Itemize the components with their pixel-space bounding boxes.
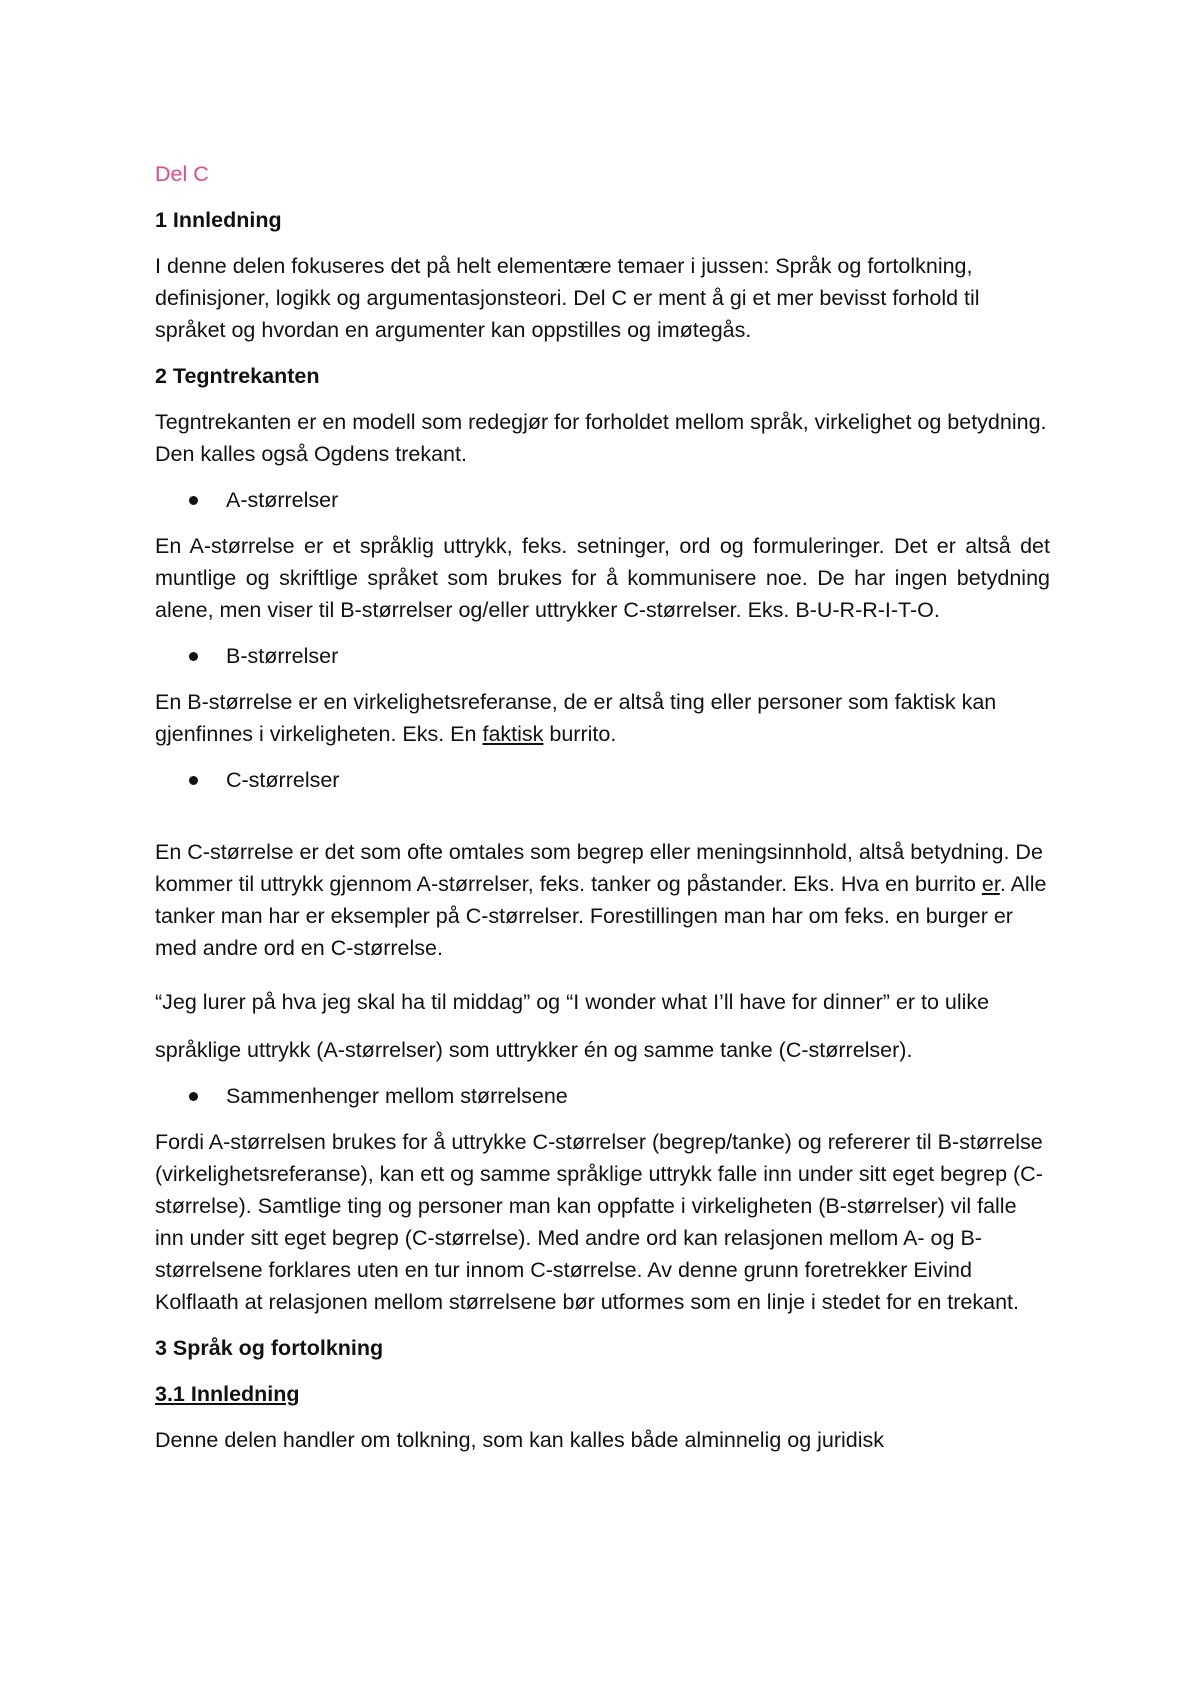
bullet-dot-icon: [189, 1092, 198, 1101]
bullet-dot-icon: [189, 496, 198, 505]
bullet-sammenhenger: [189, 1080, 1050, 1112]
bullet-dot-icon: [189, 776, 198, 785]
underlined-word: er: [981, 872, 1000, 896]
bullet-label: Sammenhenger mellom størrelsene: [226, 1084, 568, 1108]
heading-sprak-og-fortolkning: 3 Språk og fortolkning: [155, 1336, 384, 1360]
paragraph-sammenhenger: Fordi A-størrelsen brukes for å uttrykke C-størrelser (begrep/tanke) og refererer til B-størrelse (virkelighetsreferanse), kan ett og samme språklige uttrykk falle inn under sitt eget begrep (C-størrelse). Samtlige ting og personer man kan oppfatte i virkeligheten (B-størrelser) vil falle inn under sitt eget begrep (C-størrelse). Med andre ord kan relasjonen mellom A- og B-størrelsene forklares uten en tur innom C-størrelse. Av denne grunn foretrekker Eivind Kolflaath at relasjonen mellom størrelsene bør utformes som en linje i stedet for en trekant.: [155, 1130, 1043, 1314]
paragraph-b-storrelse: [155, 686, 1050, 750]
text-run: burrito.: [543, 722, 617, 746]
heading-tegntrekanten: 2 Tegntrekanten: [155, 364, 320, 388]
bullet-label: C-størrelser: [226, 768, 340, 792]
bullet-dot-icon: [189, 652, 198, 661]
paragraph-c-storrelse: [155, 836, 1050, 964]
bullet-label: A-størrelser: [226, 488, 339, 512]
document-title: Del C: [155, 162, 209, 186]
bullet-a-storrelser: [189, 484, 1050, 516]
text-run: . Alle tanker man har er eksempler på C-størrelser. Forestillingen man har om feks. en burger er med andre ord en C-størrelse.: [155, 872, 1047, 960]
subheading-innledning: 3.1 Innledning: [155, 1382, 300, 1406]
paragraph-innledning: I denne delen fokuseres det på helt elementære temaer i jussen: Språk og fortolkning, definisjoner, logikk og argumentasjonsteori. Del C er ment å gi et mer bevisst forhold til språket og hvordan en argumenter kan oppstilles og imøtegås.: [155, 254, 980, 342]
underlined-word: faktisk: [482, 722, 544, 746]
paragraph-a-storrelse: En A-størrelse er et språklig uttrykk, feks. setninger, ord og formuleringer. Det er altså det muntlige og skriftlige språket som brukes for å kommunisere noe. De har ingen betydning alene, men viser til B-størrelser og/eller uttrykker C-størrelser. Eks. B-U-R-R-I-T-O.: [155, 534, 1050, 622]
bullet-label: B-størrelser: [226, 644, 339, 668]
paragraph-tolkning: Denne delen handler om tolkning, som kan kalles både alminnelig og juridisk: [155, 1428, 885, 1452]
text-run: En C-størrelse er det som ofte omtales som begrep eller meningsinnhold, altså betydning. De kommer til uttrykk gjennom A-størrelser, feks. tanker og påstander. Eks. Hva en burrito: [155, 840, 1043, 896]
text-run: En B-størrelse er en virkelighetsreferanse, de er altså ting eller personer som faktisk kan gjenfinnes i virkeligheten. Eks. En: [155, 690, 997, 746]
bullet-b-storrelser: [189, 640, 1050, 672]
paragraph-tegntrekanten: Tegntrekanten er en modell som redegjør for forholdet mellom språk, virkelighet og betydning. Den kalles også Ogdens trekant.: [155, 410, 1047, 466]
paragraph-quote-example: “Jeg lurer på hva jeg skal ha til middag” og “I wonder what I’ll have for dinner” er to ulike språklige uttrykk (A-størrelser) som uttrykker én og samme tanke (C-størrelser).: [155, 990, 990, 1062]
bullet-c-storrelser: [189, 764, 1050, 796]
heading-innledning: 1 Innledning: [155, 208, 282, 232]
